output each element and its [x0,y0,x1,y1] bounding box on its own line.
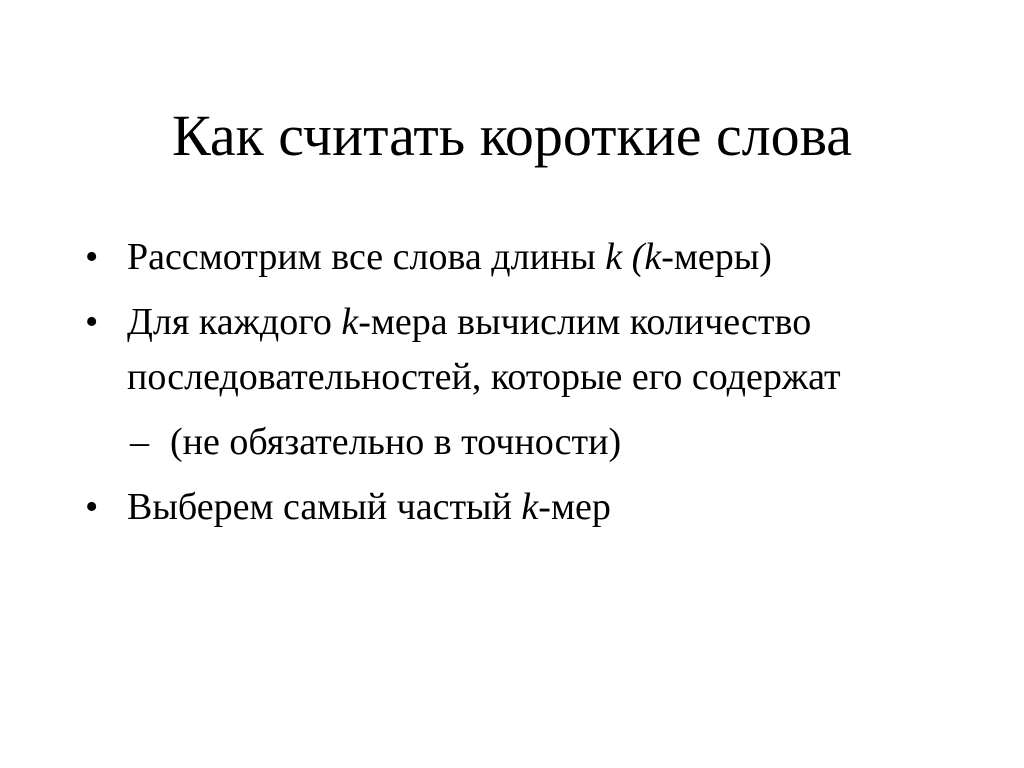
bullet-text-part: Рассмотрим все слова длины [127,236,606,278]
bullet-text-italic: k [644,236,662,278]
bullet-item-1 [80,230,980,285]
bullet-text-italic: k [605,236,623,278]
dash-marker: – [130,421,149,463]
bullet-text-part: -мер [538,486,611,528]
sub-bullet-item [80,415,980,470]
bullet-text-part: Для каждого [127,301,342,343]
bullet-item-2 [80,295,980,405]
bullet-marker: • [85,301,99,343]
bullet-text-part: Выберем самый частый [127,486,522,528]
bullet-marker: • [85,236,99,278]
sub-bullet-text: (не обязательно в точности) [170,421,622,463]
bullet-text-part: -меры) [661,236,772,278]
bullet-text-italic: k [341,301,359,343]
bullet-marker: • [85,486,99,528]
bullet-text-part: -мера вычислим количество последовательностей, которые его содержат [127,301,841,398]
slide-title: Как считать короткие слова [171,103,853,168]
bullet-list [80,230,980,545]
bullet-text-italic: ( [622,236,645,278]
bullet-item-3 [80,480,980,535]
bullet-text-italic: k [521,486,539,528]
